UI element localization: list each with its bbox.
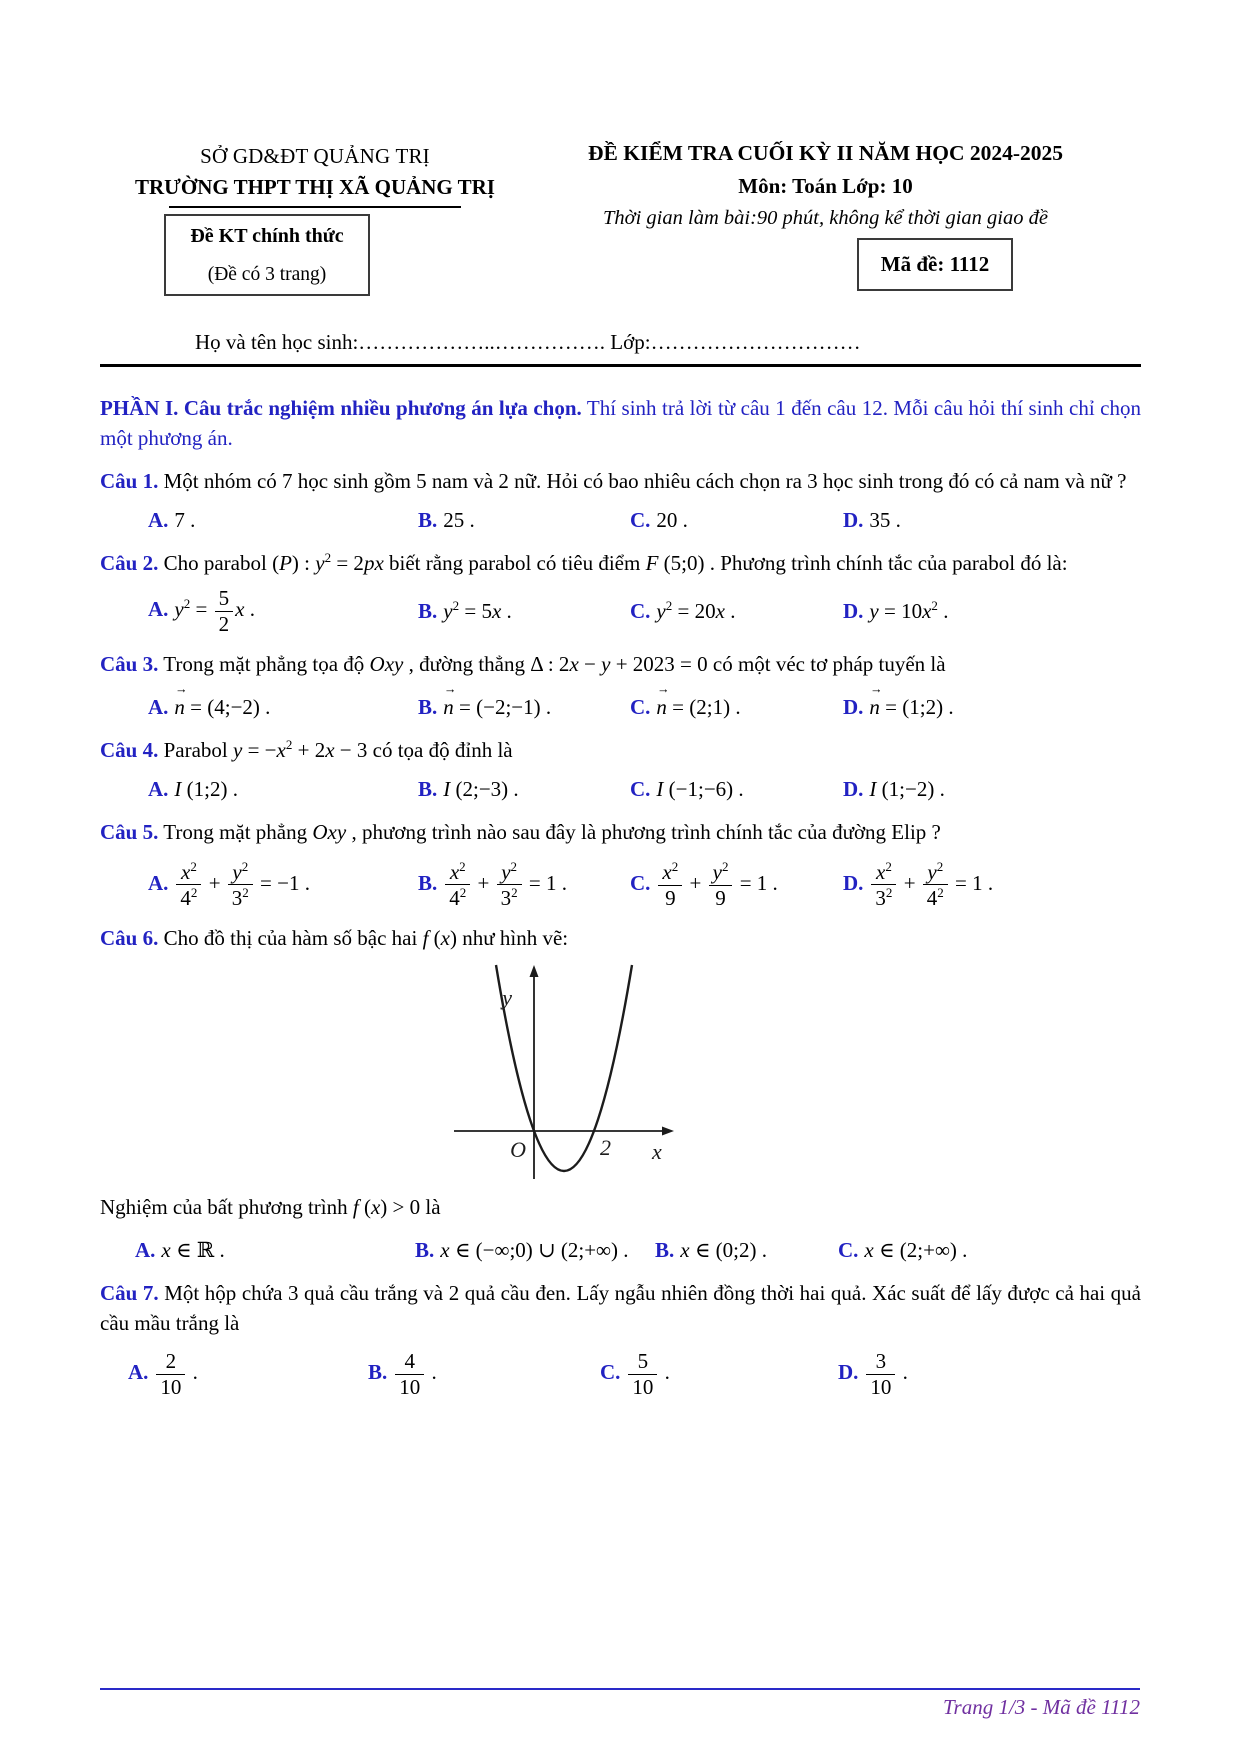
option-a: A. $y^2$ = $\frac{5}{2}$ x .: [148, 586, 255, 637]
issuing-org-block: [100, 142, 530, 208]
exam-duration: Thời gian làm bài:90 phút, không kể thời gian giao đề: [603, 207, 1048, 230]
y-axis-arrow: [529, 965, 538, 977]
option-b2: B. x ∈ (0;2) .: [655, 1237, 767, 1262]
part1-heading-rest: Thí sinh trả lời từ câu 1 đến câu 12. Mỗi câu hỏi thí sinh chỉ chọn một phương án.: [100, 396, 1141, 450]
option-c: C. 20 .: [630, 507, 688, 532]
x-axis-arrow: [662, 1127, 674, 1136]
option-a: A. $\frac{2}{10}$ .: [128, 1348, 198, 1399]
option-b: B. I (2;−3) .: [418, 776, 519, 801]
question-5-options: [100, 860, 1141, 910]
question-2: [100, 549, 1141, 636]
option-b: B. x ∈ (−∞;0) ∪ (2;+∞) .: [415, 1237, 629, 1262]
question-6: [100, 924, 1141, 1265]
question-4-options: [100, 775, 1141, 804]
question-7: [100, 1279, 1141, 1398]
question-7-text: Một hộp chứa 3 quả cầu trắng và 2 quả cầu đen. Lấy ngẫu nhiên đồng thời hai quả. Xác suất để lấy được cả hai quả cầu mầu trắng là: [100, 1281, 1142, 1335]
y-axis-label: y: [501, 985, 512, 1011]
question-6-options: [100, 1236, 1141, 1265]
question-2-text: Cho parabol (P) : $y^2 = 2px$ biết rằng parabol có tiêu điểm F (5;0) . Phương trình chính tắc của parabol đó là:: [163, 549, 1068, 575]
part1-heading: [100, 394, 1141, 453]
official-exam-label: Đề KT chính thức: [190, 225, 344, 247]
question-6-text2: Nghiệm của bất phương trình f (x) > 0 là: [100, 1195, 441, 1220]
option-c: C. I (−1;−6) .: [630, 776, 744, 801]
option-a: A. x ∈ ℝ .: [135, 1237, 225, 1262]
page-number: Trang 1/3 - Mã đề 1112: [943, 1695, 1140, 1719]
exam-code-box: Mã đề: 1112: [857, 238, 1013, 291]
school-name: TRƯỜNG THPT THỊ XÃ QUẢNG TRỊ: [135, 175, 495, 200]
question-6-text: Cho đồ thị của hàm số bậc hai f (x) như hình vẽ:: [163, 925, 569, 950]
option-d: D. → n = (1;2) .: [843, 693, 1141, 722]
option-a: A. → n = (4;−2) .: [148, 693, 418, 722]
org-underline: [169, 206, 461, 208]
question-4-text: Parabol $y = -x^2 + 2x - 3$ có tọa độ đỉnh là: [163, 737, 513, 763]
header-divider: [100, 364, 1141, 367]
option-d: D. $\frac{x^2}{3^2}$ + $\frac{y^2}{4^2}$ = 1 .: [843, 858, 994, 911]
exam-header: [100, 138, 1141, 334]
option-a: A. I (1;2) .: [148, 776, 238, 801]
official-exam-box: [164, 214, 370, 296]
page-footer: [100, 1688, 1140, 1722]
question-2-options: [100, 587, 1141, 635]
option-b: B. → n = (−2;−1) .: [418, 693, 630, 722]
option-c: C. $\frac{x^2}{9}$ + $\frac{y^2}{9}$ = 1 .: [630, 859, 778, 910]
option-d: D. 35 .: [843, 507, 901, 532]
question-2-label: Câu 2.: [100, 550, 159, 575]
option-c: C. $\frac{5}{10}$ .: [600, 1348, 670, 1399]
question-6-label: Câu 6.: [100, 925, 159, 950]
question-3-label: Câu 3.: [100, 651, 159, 676]
option-c: C. x ∈ (2;+∞) .: [838, 1237, 968, 1262]
option-b: B. $y^2 = 5x$ .: [418, 597, 512, 623]
question-5-label: Câu 5.: [100, 820, 159, 845]
part1-heading-bold: PHẦN I. Câu trắc nghiệm nhiều phương án lựa chọn.: [100, 396, 582, 421]
question-7-options: [100, 1350, 1141, 1398]
origin-label: O: [509, 1137, 526, 1163]
option-b: B. 25 .: [418, 507, 475, 532]
option-b: B. $\frac{4}{10}$ .: [368, 1348, 437, 1399]
x-axis-label: x: [651, 1139, 662, 1165]
department-name: SỞ GD&ĐT QUẢNG TRỊ: [200, 144, 430, 168]
option-d: D. I (1;−2) .: [843, 776, 945, 801]
question-1-text: Một nhóm có 7 học sinh gồm 5 nam và 2 nữ. Hỏi có bao nhiêu cách chọn ra 3 học sinh trong đó có cả nam và nữ ?: [163, 469, 1127, 494]
option-d: D. $\frac{3}{10}$ .: [838, 1348, 908, 1399]
exam-title: ĐỀ KIỂM TRA CUỐI KỲ II NĂM HỌC 2024-2025: [587, 141, 1063, 165]
question-3: [100, 650, 1141, 723]
option-d: D. $y = 10x^2$ .: [843, 597, 949, 623]
exam-subject: Môn: Toán Lớp: 10: [738, 174, 913, 199]
student-name-line: Họ và tên học sinh:………………..……………. Lớp:…………………………: [195, 330, 861, 354]
option-c: C. → n = (2;1) .: [630, 693, 843, 722]
question-3-text: Trong mặt phẳng tọa độ Oxy , đường thẳng Δ : 2x − y + 2023 = 0 có một véc tơ pháp tuyến là: [163, 651, 946, 676]
question-4-label: Câu 4.: [100, 738, 159, 763]
exam-title-block: [510, 138, 1141, 233]
footer-divider: [100, 1688, 1140, 1690]
option-a: A. 7 .: [148, 507, 196, 532]
question-3-options: [100, 693, 1141, 722]
question-5-text: Trong mặt phẳng Oxy , phương trình nào sau đây là phương trình chính tắc của đường Elip ?: [163, 820, 941, 845]
option-a: A. $\frac{x^2}{4^2}$ + $\frac{y^2}{3^2}$ = −1 .: [148, 858, 310, 911]
question-1-label: Câu 1.: [100, 469, 159, 494]
question-4: [100, 736, 1141, 804]
question-1: [100, 467, 1141, 535]
question-1-options: [100, 506, 1141, 535]
page-count-note: (Đề có 3 trang): [207, 263, 327, 285]
parabola-graph: [434, 961, 684, 1189]
parabola-figure: [100, 961, 1141, 1189]
option-b: B. $\frac{x^2}{4^2}$ + $\frac{y^2}{3^2}$ = 1 .: [418, 858, 567, 911]
question-5: [100, 818, 1141, 910]
x-intercept-label: 2: [599, 1135, 611, 1161]
question-7-label: Câu 7.: [100, 1281, 159, 1306]
option-c: C. $y^2 = 20x$ .: [630, 597, 736, 623]
